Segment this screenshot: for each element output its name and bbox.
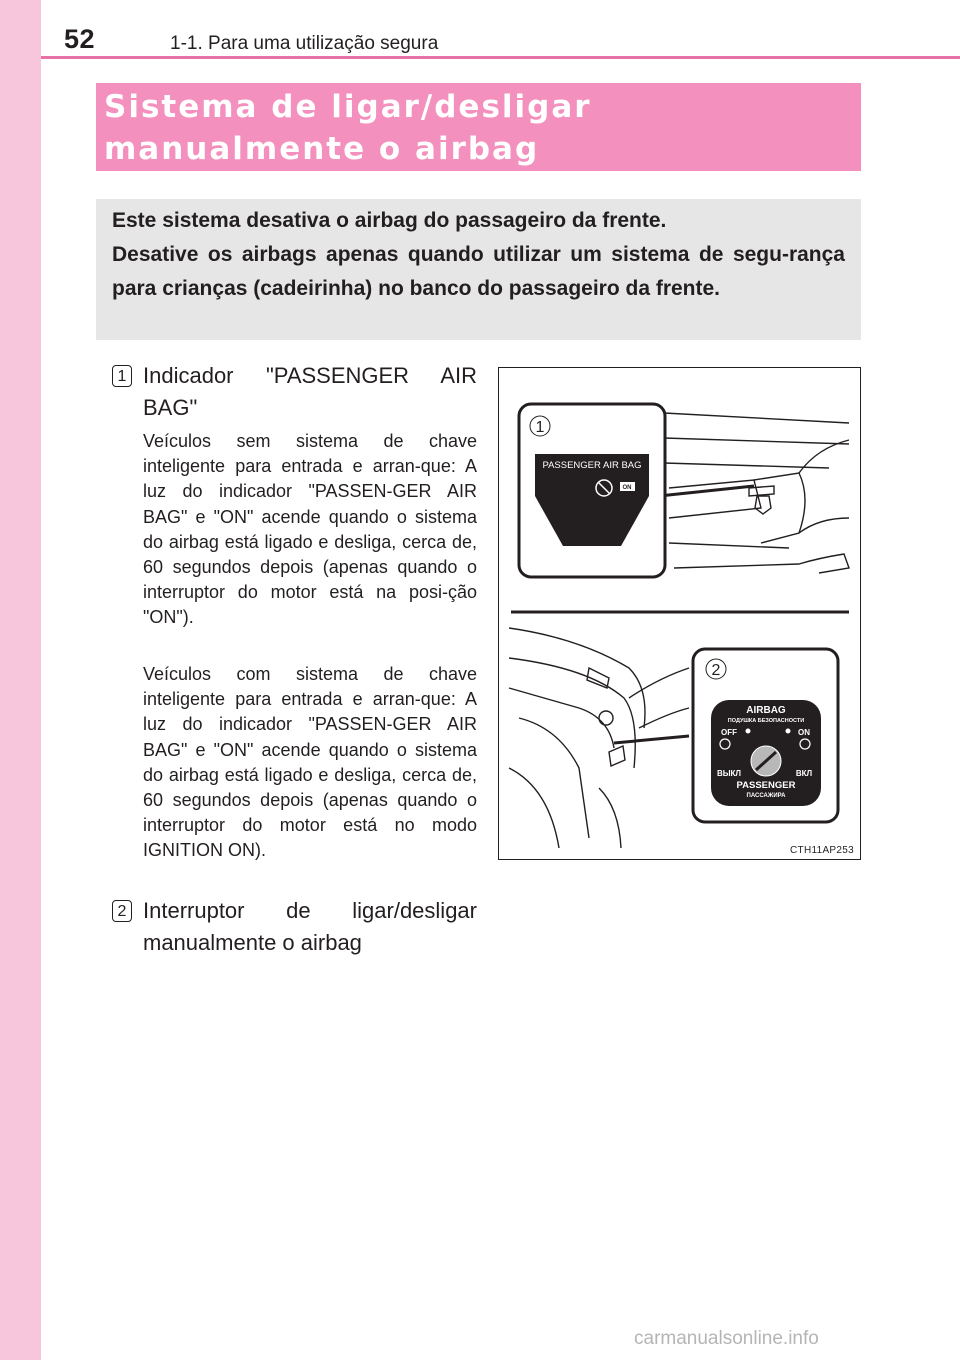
title-bar [96,83,861,171]
airbag-figure [498,367,861,860]
figure-illustration [499,368,860,859]
header-rule [41,56,960,59]
figure-code: CTH11AP253 [790,845,854,856]
switch-on-ru-label: ВКЛ [795,769,813,778]
item-1-paragraph-1: Veículos sem sistema de chave inteligente para entrada e arran-que: A luz do indicador "PASSEN-GER AIR BAG" e "ON" acende quando o sistema do airbag está ligado e desliga, cerca de, 60 segundos depois (apenas quando o interruptor do motor está na posi-ção "ON"). [143,431,477,628]
watermark: carmanualsonline.info [634,1328,819,1349]
item-title-2: Interruptor de ligar/desligar manualmente o airbag [143,898,477,955]
switch-bottom-label: PASSENGER [736,780,796,791]
switch-off-label: OFF [721,728,737,737]
figure-callout-1: 1 [535,419,545,436]
indicator-label: PASSENGER AIR BAG [542,460,642,471]
page-title: Sistema de ligar/desligar manualmente o airbag [104,89,592,167]
item-number-1: 1 [112,365,132,387]
intro-line-1: Este sistema desativa o airbag do passageiro da frente. [112,209,667,232]
switch-bottom-ru-label: ПАССАЖИРА [746,793,786,799]
item-title-1: Indicador "PASSENGER AIR BAG" [143,363,477,420]
page-number: 52 [64,24,96,54]
switch-top-ru-label: ПОДУШКА БЕЗОПАСНОСТИ [727,718,805,724]
item-1-paragraph-2: Veículos com sistema de chave inteligente para entrada e arran-que: A luz do indicador "PASSEN-GER AIR BAG" e "ON" acende quando o sistema do airbag está ligado e desliga, cerca de, 60 segundos depois (apenas quando o interruptor do motor está no modo IGNITION ON). [143,664,477,861]
section-label: 1-1. Para uma utilização segura [170,33,439,54]
indicator-on-label: ON [622,485,632,491]
figure-callout-2: 2 [711,662,721,679]
item-number-2: 2 [112,900,132,922]
intro-line-2: Desative os airbags apenas quando utilizar um sistema de segu-rança para crianças (cadeirinha) no banco do passageiro da frente. [112,243,845,300]
intro-box [96,199,861,340]
switch-on-label: ON [798,728,810,737]
side-strip [0,0,41,1360]
switch-off-ru-label: ВЫКЛ [716,769,742,778]
switch-top-label: AIRBAG [746,705,786,716]
